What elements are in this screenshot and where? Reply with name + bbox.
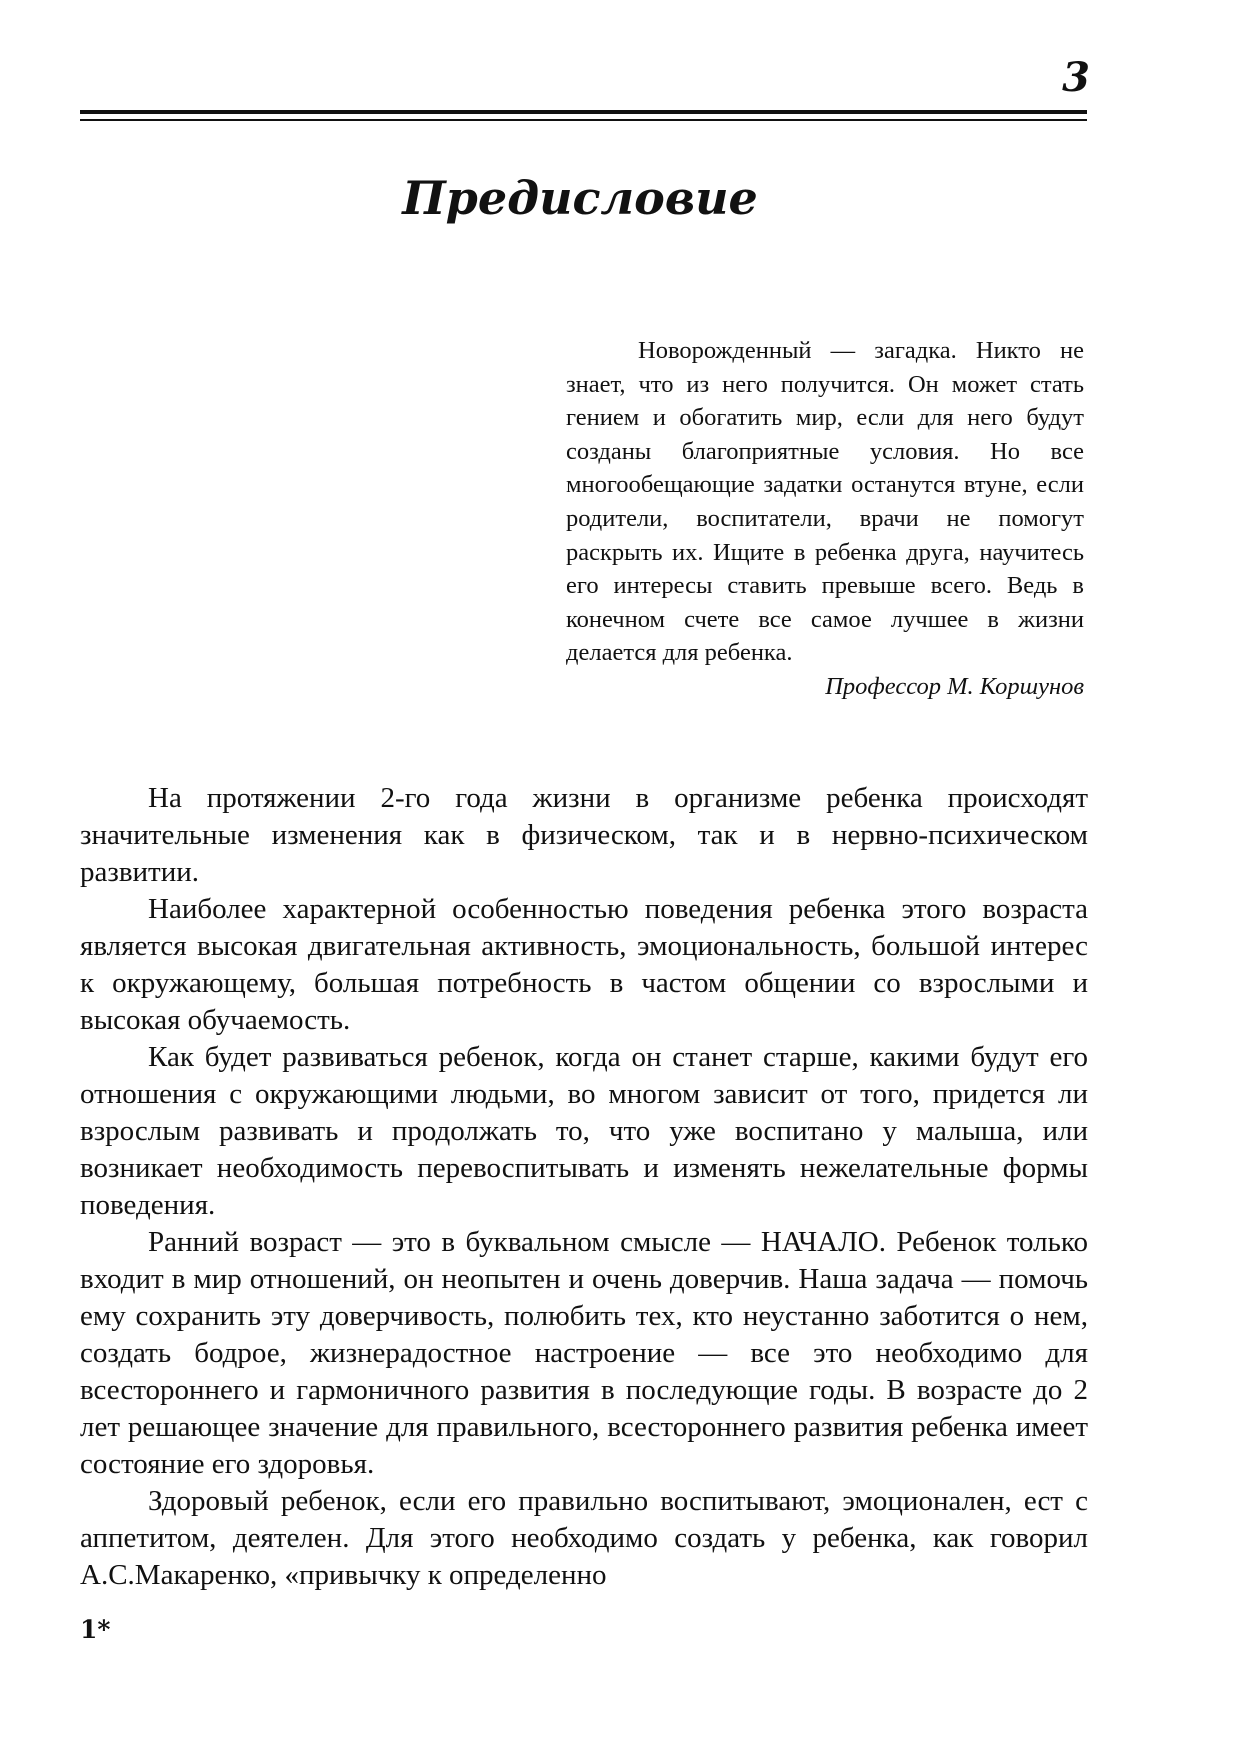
paragraph: Наиболее характерной особенностью поведения ребенка этого возраста является высокая двигательная активность, эмоциональность, большой интерес к окружающему, большая потребность в частом общении со взрослыми и высокая обучаемость. [80,893,1088,1036]
header-rule-thick [80,110,1087,114]
epigraph-text: Новорожденный — загадка. Никто не знает, что из него получится. Он может стать гением и обогатить мир, если для него будут созданы благоприятные условия. Но все многообещающие задатки останутся втуне, если родители, воспитатели, врачи не помогут раскрыть их. Ищите в ребенка друга, научитесь его интересы ставить превыше всего. Ведь в конечном счете все самое лучшее в жизни делается для ребенка. [566,337,1084,667]
epigraph [566,334,1084,704]
page-number: 3 [1062,54,1090,101]
paragraph: Здоровый ребенок, если его правильно воспитывают, эмоционален, ест с аппетитом, деятелен. Для этого необходимо создать у ребенка, как говорил А.С.Макаренко, «привычку к определенно [80,1485,1088,1591]
signature-mark: 1* [80,1615,111,1644]
paragraph: Как будет развиваться ребенок, когда он станет старше, какими будут его отношения с окружающими людьми, во многом зависит от того, придется ли взрослым развивать и продолжать то, что уже воспитано у малыша, или возникает необходимость перевоспитывать и изменять нежелательные формы поведения. [80,1041,1088,1221]
epigraph-author: Профессор М. Коршунов [825,672,1084,700]
body-text [80,780,1088,1594]
paragraph: На протяжении 2-го года жизни в организме ребенка происходят значительные изменения как в физическом, так и в нервно-психическом развитии. [80,782,1088,888]
paragraph: Ранний возраст — это в буквальном смысле — НАЧАЛО. Ребенок только входит в мир отношений, он неопытен и очень доверчив. Наша задача — помочь ему сохранить эту доверчивость, полюбить тех, кто неустанно заботится о нем, создать бодрое, жизнерадостное настроение — все это необходимо для всестороннего и гармоничного развития в последующие годы. В возрасте до 2 лет решающее значение для правильного, всестороннего развития ребенка имеет состояние его здоровья. [80,1226,1088,1480]
page-title: Предисловие [402,170,758,225]
header-rule-thin [80,119,1087,121]
